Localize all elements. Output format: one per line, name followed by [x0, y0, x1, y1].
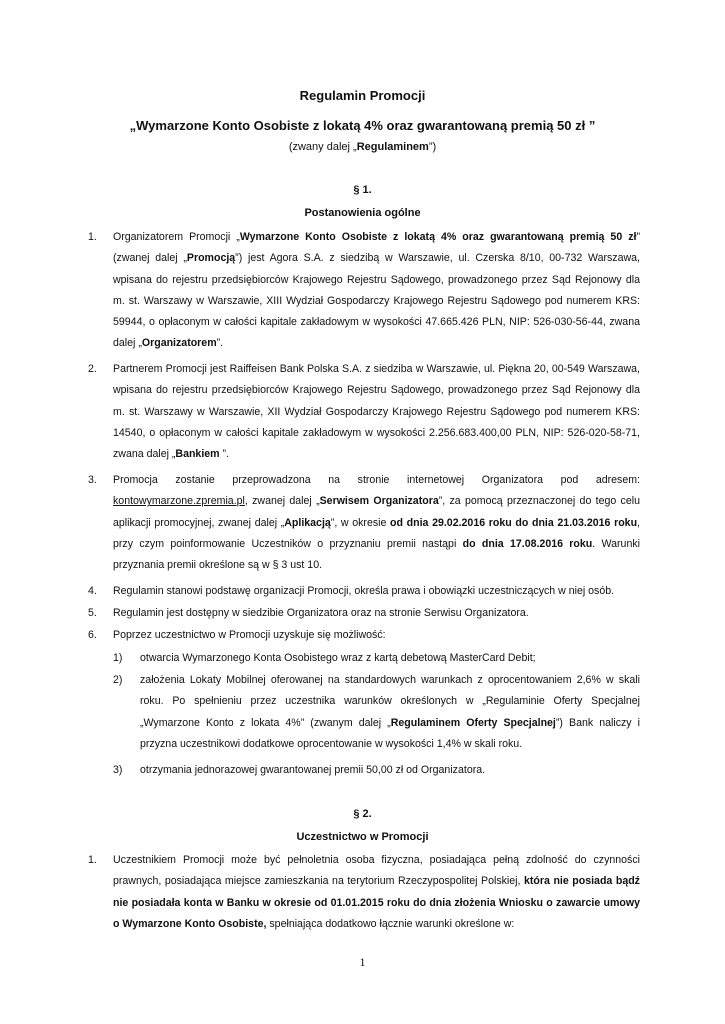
item-text	[113, 470, 640, 576]
item-number: 5.	[88, 607, 97, 619]
section-2-heading: Uczestnictwo w Promocji	[296, 831, 429, 843]
called-pre: (zwany dalej „	[288, 141, 357, 153]
sub-item-text	[140, 670, 640, 755]
promocja-bold: Promocją	[186, 252, 236, 265]
text-part: , zwanej dalej „	[244, 495, 320, 508]
item-number: 6.	[88, 629, 97, 641]
text-part: Partnerem Promocji jest Raiffeisen Bank Polska S.A. z siedziba w Warszawie, ul. Piękna 20, 00-549 Warszawa, wpisana do rejestru przedsiębiorców Krajowego Rejestru Sądowego, prowadzonego przez Sąd Rejonowy dla m. st. Warszawy w Warszawie, XII Wydział Gospodarczy Krajowego Rejestru Sądowego pod numerem KRS: 14540, o opłaconym w całości kapitale zakładowym w wysokości 2.256.683.400,00 PLN, NIP: 526-020-58-71, zwana dalej „	[113, 363, 640, 461]
text-part: , przy czym poinformowanie Uczestników o przyznaniu premii nastąpi	[113, 516, 640, 550]
section-1-number: § 1.	[353, 184, 372, 196]
text-part: założenia Lokaty Mobilnej oferowanej na standardowych warunkach z oprocentowaniem 2,6% w skali roku. Po spełnieniu przez uczestnika warunków określonych w „Regulaminie Oferty Specjalnej „Wymarzone Konto z lokata 4%” (zwanym dalej „	[140, 674, 640, 729]
promotion-name: „Wymarzone Konto Osobiste z lokatą 4% oraz gwarantowaną premią 50 zł ”	[129, 118, 596, 133]
period-bold: od dnia 29.02.2016 roku do dnia 21.03.2016 roku	[390, 516, 638, 529]
section-1-heading: Postanowienia ogólne	[304, 207, 421, 219]
bank-bold: Bankiem	[175, 448, 220, 461]
eligibility-bold: która nie posiada bądź nie posiadała konta w Banku w okresie od 01.01.2015 roku do dnia złożenia Wniosku o zawarcie umowy o Wymarzone Konto Osobiste,	[113, 875, 640, 930]
text-part: ”.	[216, 337, 224, 350]
sub-item-number: 1)	[113, 652, 123, 664]
text-part: ” (zwanej dalej „	[113, 231, 640, 265]
text-part: Promocja zostanie przeprowadzona na stronie internetowej Organizatora pod adresem:	[113, 474, 640, 486]
promotion-name-bold: Wymarzone Konto Osobiste z lokatą 4% oraz gwarantowaną premią 50 zł	[239, 231, 637, 243]
item-text	[113, 359, 640, 465]
item-text: Regulamin jest dostępny w siedzibie Organizatora oraz na stronie Serwisu Organizatora.	[113, 607, 529, 619]
page-number: 1	[359, 955, 366, 969]
item-number: 1.	[88, 231, 97, 243]
item-text	[113, 850, 640, 935]
sub-item-text: otrzymania jednorazowej gwarantowanej premii 50,00 zł od Organizatora.	[140, 764, 486, 776]
text-part: Organizatorem Promocji „	[113, 231, 240, 243]
section-2-number: § 2.	[353, 808, 372, 820]
list-item	[88, 359, 640, 465]
item-text	[113, 227, 640, 355]
sub-list-item	[113, 760, 640, 781]
text-part: ”, za pomocą przeznaczonej do tego celu aplikacji promocyjnej, zwanej dalej „	[113, 495, 640, 529]
text-part: ”, w okresie	[330, 516, 391, 529]
sub-item-number: 3)	[113, 764, 123, 776]
item-number: 2.	[88, 363, 97, 375]
item-text: Poprzez uczestnictwo w Promocji uzyskuje się możliwość:	[113, 629, 386, 641]
list-item	[88, 470, 640, 576]
list-item	[88, 850, 640, 935]
list-item	[88, 603, 640, 624]
text-part: ”.	[219, 448, 230, 461]
text-part: Uczestnikiem Promocji może być pełnoletnia osoba fizyczna, posiadająca pełną zdolność do czynności prawnych, posiadająca miejsce zamieszkania na terytorium Rzeczypospolitej Polskiej,	[113, 854, 640, 888]
item-number: 4.	[88, 585, 97, 597]
regulamin-oferty-bold: Regulaminem Oferty Specjalnej	[390, 716, 556, 729]
called-note	[0, 141, 725, 153]
sub-item-number: 2)	[113, 674, 123, 686]
text-part: ”) Bank naliczy i przyzna uczestnikowi dodatkowe oprocentowanie w wysokości 1,4% w skali roku.	[140, 716, 640, 750]
sub-list-item	[113, 648, 640, 669]
list-item	[88, 625, 640, 646]
text-part: spełniająca dodatkowo łącznie warunki określone w:	[266, 917, 515, 930]
aplikacja-bold: Aplikacją	[284, 516, 331, 529]
list-item	[88, 227, 640, 355]
notify-date-bold: do dnia 17.08.2016 roku	[462, 537, 593, 550]
sub-list-item	[113, 670, 640, 755]
website-link[interactable]: kontowymarzone.zpremia.pl	[113, 495, 245, 508]
serwis-bold: Serwisem Organizatora	[319, 495, 439, 508]
organizator-bold: Organizatorem	[141, 337, 217, 350]
list-item	[88, 581, 640, 602]
called-bold: Regulaminem	[356, 141, 429, 153]
item-number: 3.	[88, 474, 97, 486]
document-title: Regulamin Promocji	[299, 88, 426, 103]
sub-item-text: otwarcia Wymarzonego Konta Osobistego wraz z kartą debetową MasterCard Debit;	[140, 652, 536, 664]
text-part: . Warunki przyznania premii określone są w § 3 ust 10.	[113, 537, 640, 572]
text-part: ”) jest Agora S.A. z siedzibą w Warszawie, ul. Czerska 8/10, 00-732 Warszawa, wpisana do rejestru przedsiębiorców Krajowego Rejestru Sądowego, prowadzonego przez Sąd Rejonowy dla m. st. Warszawy w Warszawie, XIII Wydział Gospodarczy Krajowego Rejestru Sądowego pod numerem KRS: 59944, o opłaconym w całości kapitale zakładowym w wysokości 47.665.426 PLN, NIP: 526-030-56-44, zwana dalej „	[113, 252, 640, 350]
item-number: 1.	[88, 854, 97, 866]
item-text: Regulamin stanowi podstawę organizacji Promocji, określa prawa i obowiązki uczestniczących w niej osób.	[113, 585, 615, 597]
called-post: ”)	[428, 141, 437, 153]
